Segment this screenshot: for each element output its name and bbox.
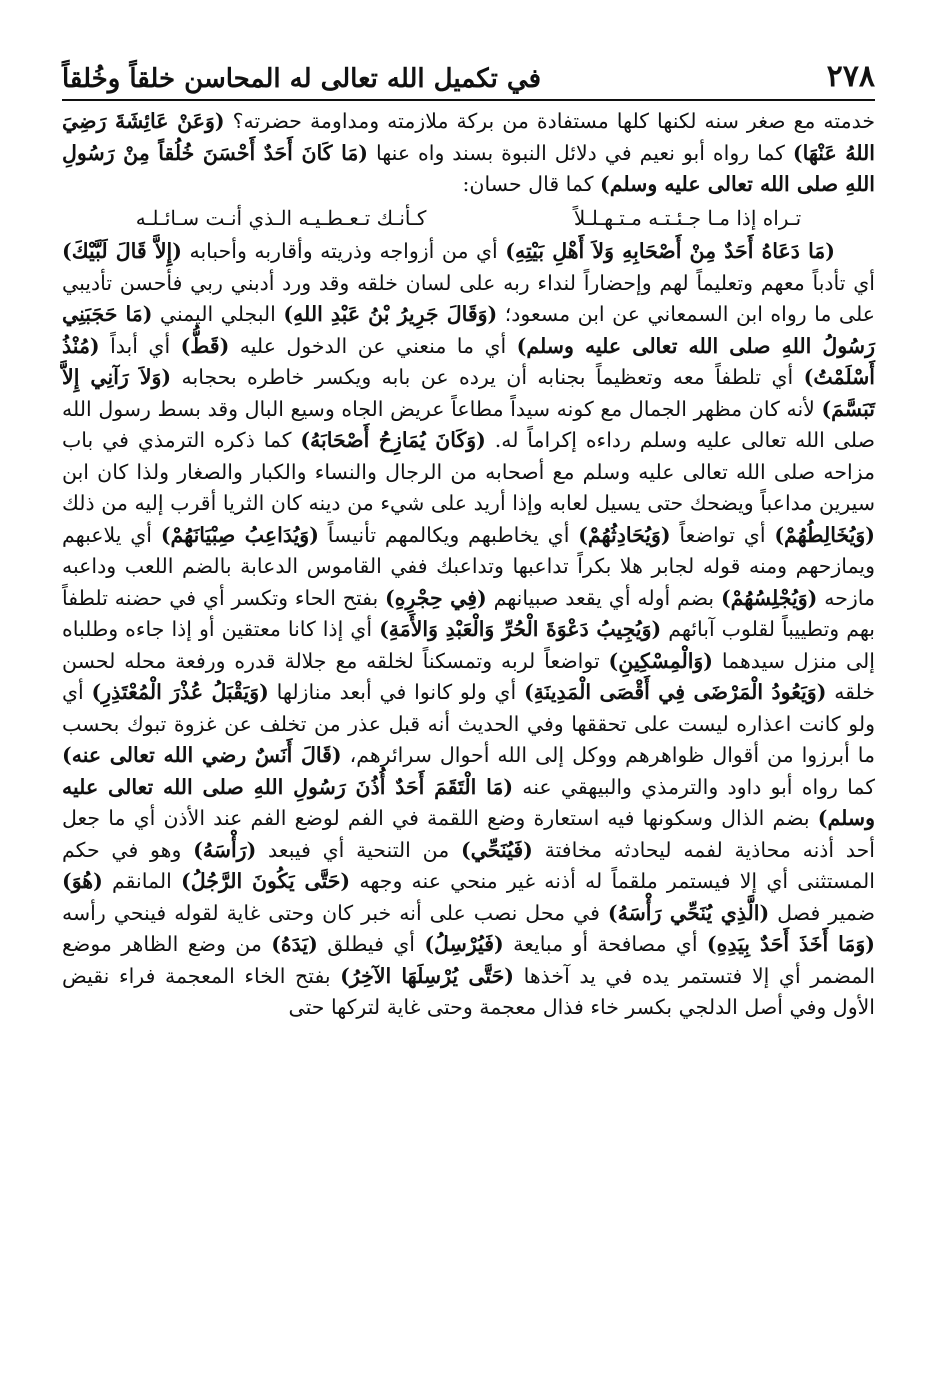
- verse-hemistich-1: تـراه إذا مـا جـئـتـه مـتـهـلـلاً: [573, 205, 802, 230]
- commentary-text: كما ذكره الترمذي في باب مزاحه صلى الله تعالى عليه وسلم مع أصحابه من الرجال والنساء والكبار والصغار ولذا كان ابن سيرين مداعباً ويضحك حتى يسيل لعابه وإذا أريد على شيء من دينه كان الثريا أقرب إليه من ذلك: [62, 428, 875, 515]
- commentary-text: أي يلاعبهم ويمازحهم ومنه قوله لجابر هلا بكراً تداعبها وتداعبك ففي القاموس الدعابة بالضم اللعب وداعبه مازحه: [62, 522, 875, 610]
- commentary-text: بضم الذال وسكونها فيه استعارة وضع اللقمة في الفم لوضع الفم عند الأذن أي ما جعل أحد أذنه محاذية لفمه ليحادثه مخافتة: [62, 806, 875, 862]
- matn-quote: (وَيُجِيبُ دَعْوَةَ الْحُرِّ وَالْعَبْدِ وَالأَمَةِ): [379, 617, 662, 641]
- matn-quote: (الَّذِي يُنَحِّي رَأْسَهُ): [607, 900, 770, 925]
- matn-quote: (فَيُنَحِّي): [460, 837, 533, 862]
- matn-quote: (وَقَالَ جَرِيرُ بْنُ عَبْدِ اللهِ): [283, 302, 498, 326]
- commentary-text: من التنحية أي فيبعد: [256, 837, 461, 862]
- matn-quote: (رَأْسَهُ): [193, 837, 257, 862]
- matn-quote: (وَيَقْبَلُ عُذْرَ الْمُعْتَذِرِ): [91, 680, 269, 704]
- running-title: في تكميل الله تعالى له المحاسن خلقاً وخُلقاً: [62, 64, 541, 94]
- matn-quote: (وَمَا أَخَذَ أَحَدٌ بِيَدِهِ): [706, 932, 875, 956]
- matn-quote: (مَا الْتَقَمَ أَحَدٌ أُذُنَ رَسُولِ اللهِ صلى الله تعالى عليه وسلم): [62, 774, 875, 830]
- matn-quote: (وَيُجْلِسُهُمْ): [720, 585, 818, 610]
- poetry-verse: [62, 203, 875, 235]
- commentary-text: في محل نصب على أنه خبر كان وحتى غاية لقوله فينحي رأسه: [62, 900, 608, 925]
- commentary-text: ضمير فصل: [769, 900, 875, 925]
- commentary-text: بفتح الخاء المعجمة فراء نقيض الأول وفي أصل الدلجي بكسر خاء فذال معجمة وحتى غاية لتركها حتى: [62, 963, 875, 1019]
- header-rule: [62, 99, 875, 101]
- commentary-text: أي فيطلق: [317, 932, 425, 956]
- matn-quote: (مَا حَجَبَنِي رَسُولُ اللهِ صلى الله تعالى عليه وسلم): [62, 302, 875, 358]
- verse-hemistich-2: كـأنـك تـعـطـيـه الـذي أنـت سـائـلـه: [135, 205, 427, 230]
- commentary-text: لأنه كان مظهر الجمال مع كونه سيداً مطاعاً عريض الجاه وسيع البال وقد بسط رسول الله صلى الله تعالى عليه وسلم رداءه إكراماً له.: [62, 396, 875, 452]
- matn-quote: (مَا كَانَ أَحَدٌ أَحْسَنَ خُلُقاً مِنْ رَسُولِ اللهِ صلى الله تعالى عليه وسلم): [62, 140, 875, 196]
- commentary-text: كما رواه أبو نعيم في دلائل النبوة بسند واه عنها: [368, 140, 793, 165]
- commentary-text: أي مصافحة أو مبايعة: [503, 932, 707, 956]
- commentary-text: كما رواه أبو داود والترمذي والبيهقي عنه: [513, 774, 875, 799]
- commentary-text: بفتح الحاء وتكسر أي في حضنه تلطفاً بهم وتطييباً لقلوب آبائهم: [62, 585, 876, 641]
- paragraph-2: [62, 236, 875, 1024]
- commentary-text: أي أبداً: [99, 333, 181, 358]
- commentary-text: أي ولو كانوا في أبعد منازلها: [268, 680, 524, 704]
- page-number: ٢٧٨: [826, 59, 875, 94]
- matn-quote: (وَيَعُودُ الْمَرْضَى فِي أَقْصَى الْمَدِينَةِ): [523, 680, 827, 704]
- commentary-text: بضم أوله أي يقعد صبيانهم: [486, 585, 721, 610]
- matn-quote: (وَكَانَ يُمَازِحُ أَصْحَابَهُ): [300, 428, 486, 452]
- matn-quote: (وَيُخَالِطُهُمْ): [774, 522, 875, 547]
- page-body: [62, 106, 875, 1024]
- matn-quote: (حَتَّى يَكُونَ الرَّجُلُ): [181, 869, 351, 893]
- matn-quote: (وَيُحَادِثُهُمْ): [578, 522, 671, 547]
- matn-quote: (وَيُدَاعِبُ صِبْيَانَهُمْ): [160, 522, 319, 547]
- matn-quote: (هُوَ): [62, 869, 103, 893]
- commentary-text: أي تأدباً معهم وتعليماً لهم وإحضاراً لنداء ربه على لسان خلقه وقد ورد أدبني ربي فأحسن تأديبي على ما رواه ابن السمعاني عن ابن مسعود؛: [62, 270, 875, 326]
- matn-quote: (وَعَنْ عَائِشَةَ رَضِيَ اللهُ عَنْهَا): [62, 109, 875, 165]
- page-header: [62, 38, 875, 94]
- commentary-text: المانقم: [102, 869, 181, 893]
- matn-quote: (مَا دَعَاهُ أَحَدٌ مِنْ أَصْحَابِهِ وَلاَ أَهْلِ بَيْتِهِ): [505, 239, 835, 263]
- commentary-text: وهو في حكم المستثنى أي إلا فيستمر ملقماً له أذنه غير منحي عنه وجهه: [62, 837, 875, 893]
- matn-quote: (مُنْذُ أَسْلَمْتُ): [62, 333, 875, 389]
- commentary-text: أي يخاطبهم ويكالمهم تأنيساً: [318, 522, 579, 547]
- commentary-text: أي تلطفاً معه وتعظيماً بجنابه أن يرده عن بابه ويكسر خاطره بحجابه: [171, 365, 804, 389]
- commentary-text: أي إذا كانا معتقين أو إذا جاءه وطلباه إلى منزل سيدهما: [62, 617, 876, 673]
- matn-quote: (إِلاَّ قَالَ لَبَّيْكَ): [62, 239, 182, 263]
- matn-quote: (قَطُّ): [180, 333, 230, 358]
- commentary-text: من وضع الظاهر موضع المضمر أي إلا فتستمر يده في يد آخذها: [62, 932, 876, 988]
- matn-quote: (فَيُرْسِلُ): [424, 932, 504, 956]
- matn-quote: (وَلاَ رَآنِي إِلاَّ تَبَسَّمَ): [62, 365, 875, 421]
- commentary-text: أي تواضعاً: [670, 522, 775, 547]
- matn-quote: (فِي حِجْرِهِ): [385, 585, 487, 610]
- matn-quote: (وَالْمِسْكِينِ): [608, 648, 714, 673]
- commentary-text: أي من أزواجه وذريته وأقاربه وأحبابه: [181, 239, 506, 263]
- matn-quote: (يَدَهُ): [271, 932, 318, 956]
- commentary-text: كما قال حسان:: [462, 172, 601, 196]
- commentary-text: أي ما منعني عن الدخول عليه: [229, 333, 517, 358]
- paragraph-1: [62, 106, 875, 201]
- commentary-text: تواضعاً لربه وتمسكناً لخلقه مع جلالة قدره ورفعة محله لحسن خلقه: [62, 648, 876, 704]
- commentary-text: البجلي اليمني: [152, 302, 284, 326]
- commentary-text: أي ولو كانت اعذاره ليست على تحققها وفي الحديث أنه قبل عذر من تخلف عن غزوة تبوك بحسب ما أبرزوا من أقوال ظواهرهم ووكل إلى الله أحوال سرائرهم،: [62, 680, 875, 767]
- matn-quote: (حَتَّى يُرْسِلَهَا الآخِرُ): [340, 963, 514, 988]
- matn-quote: (قَالَ أَنَسٌ رضي الله تعالى عنه): [62, 743, 342, 767]
- commentary-text: خدمته مع صغر سنه لكنها كلها مستفادة من بركة ملازمته ومداومة حضرته؟: [224, 109, 876, 133]
